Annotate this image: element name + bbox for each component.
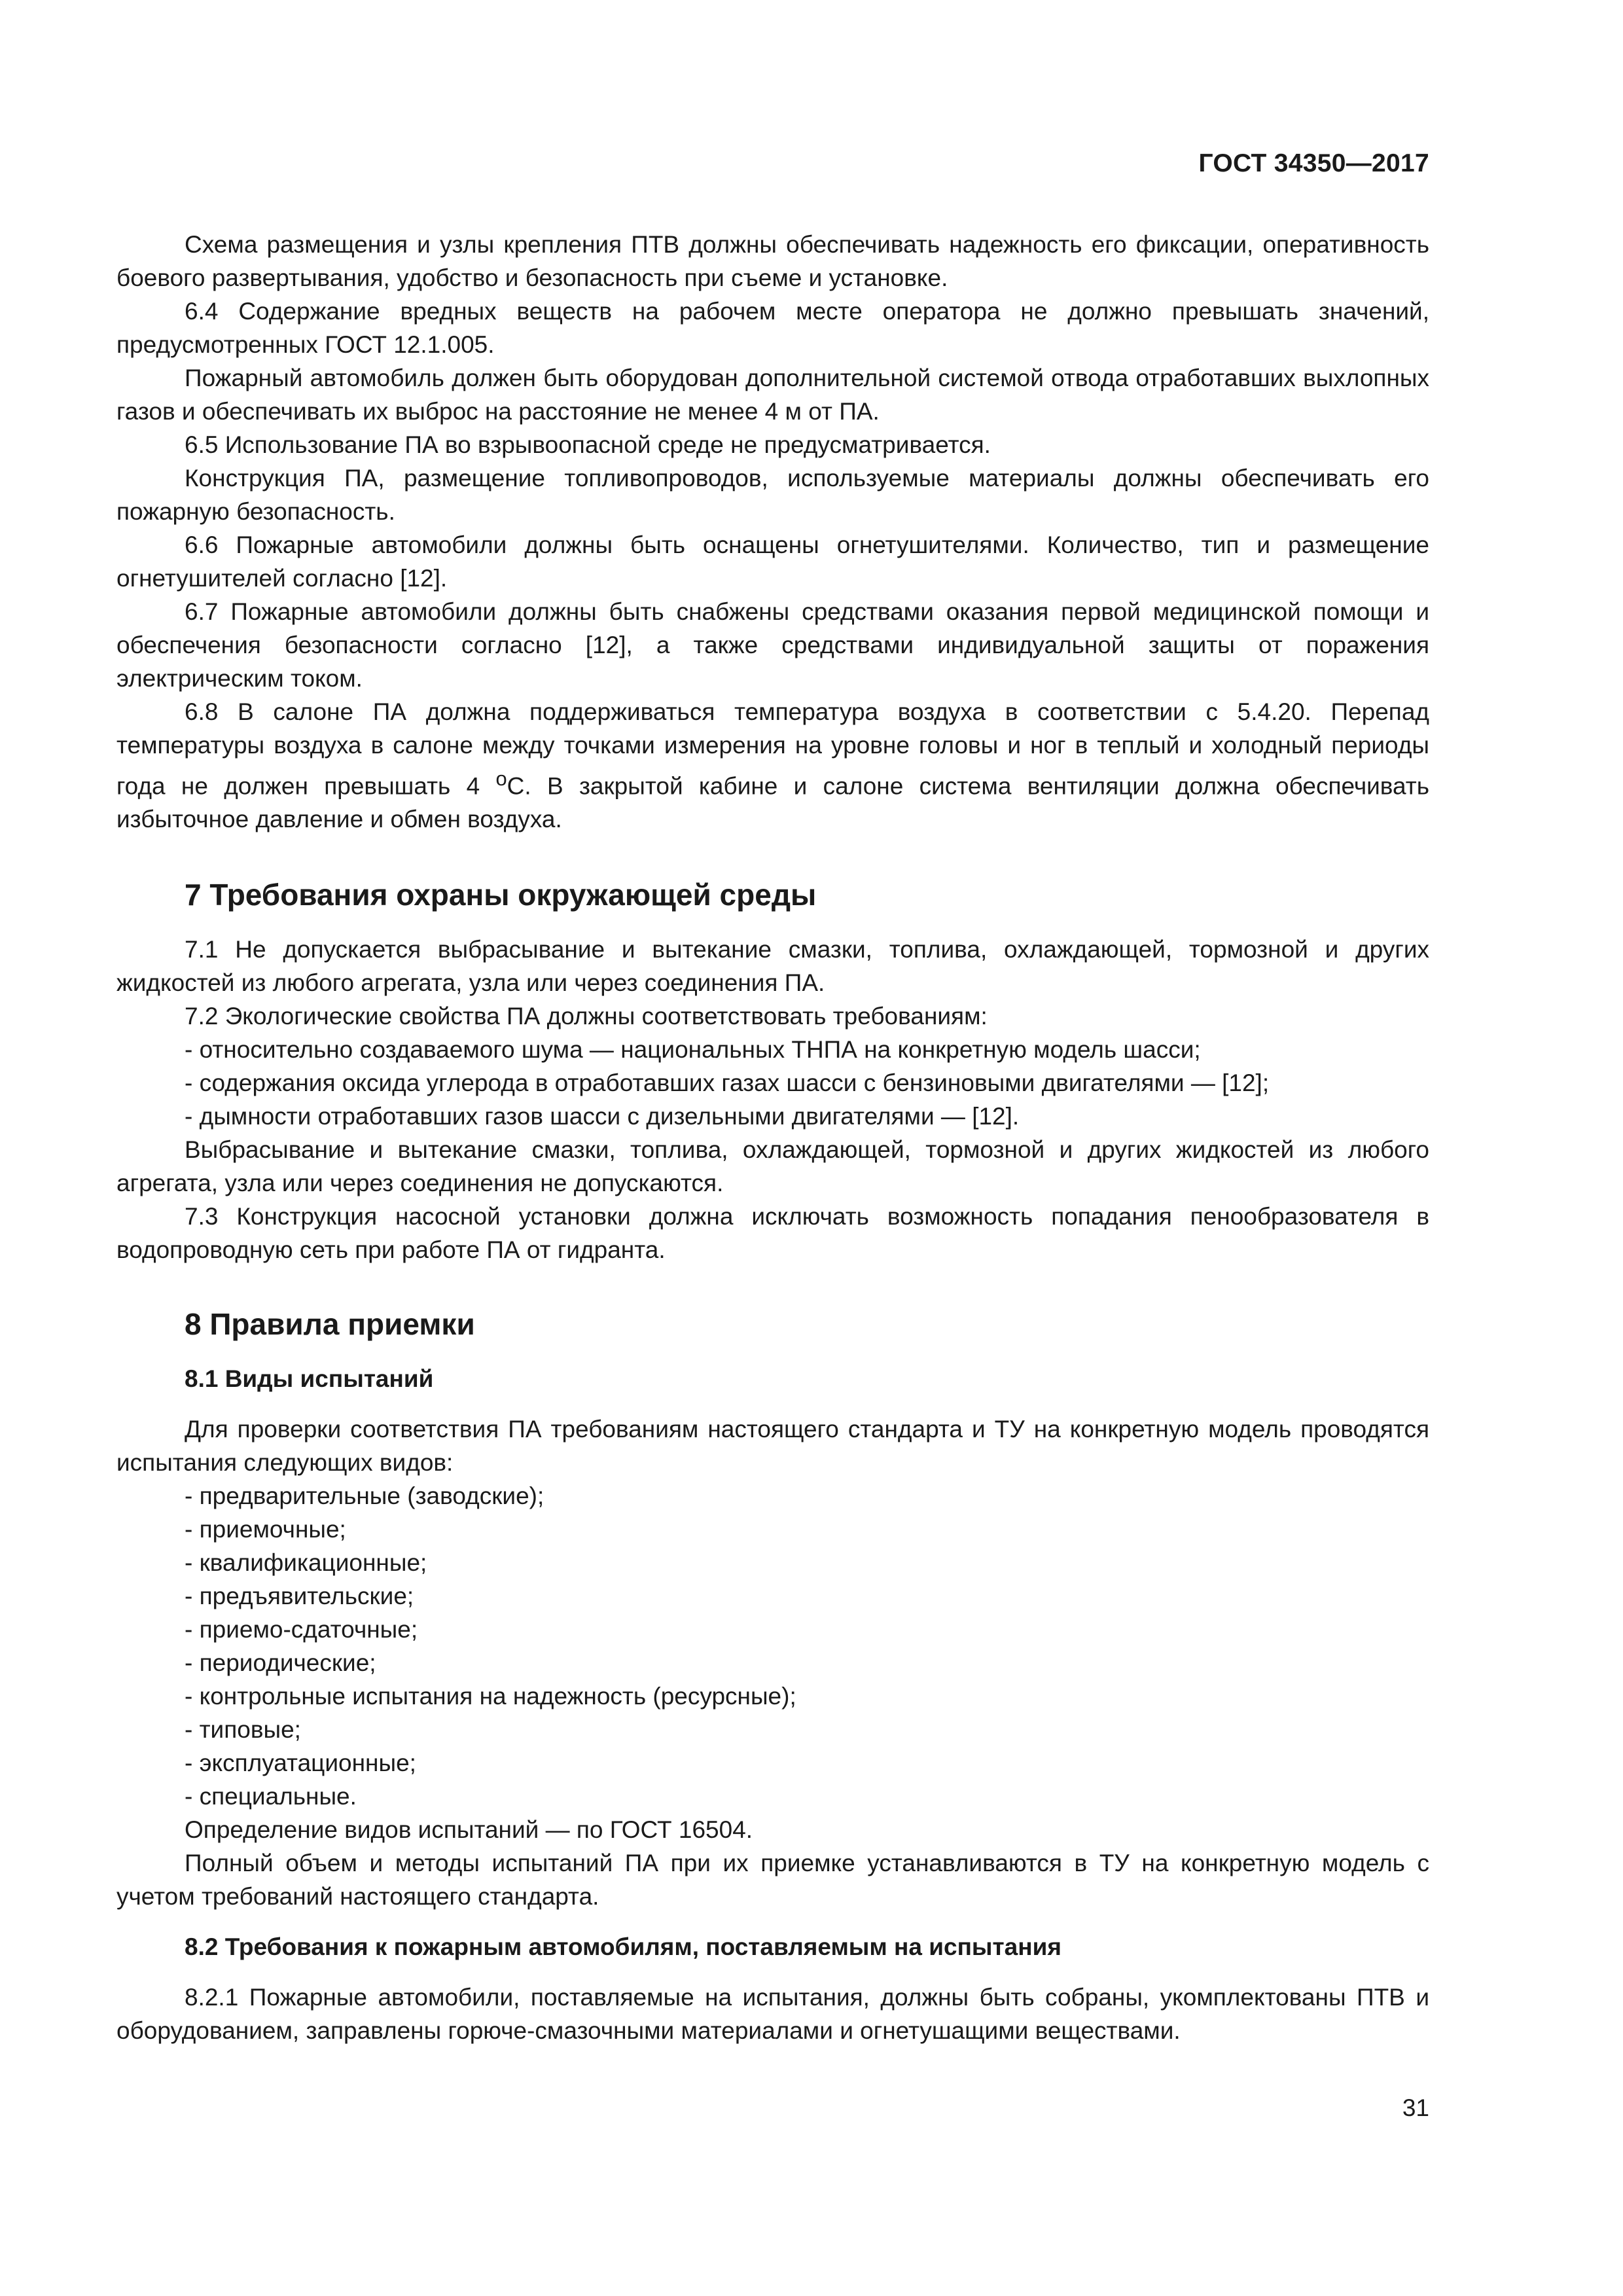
list-item: - предъявительские; [185, 1583, 414, 1610]
list-item: - приемочные; [185, 1516, 346, 1543]
paragraph: Определение видов испытаний — по ГОСТ 16504. [185, 1816, 753, 1844]
list-item: - типовые; [185, 1716, 301, 1744]
paragraph-6-8-text-before: 6.8 В салоне ПА должна поддерживаться температура воздуха в соответствии с 5.4.20. Перепад температуры воздуха в салоне между точками измерения на уровне головы и ног в теплый и холодный периоды года не должен превышать 4 [116, 698, 1429, 800]
section-7-title: 7 Требования охраны окружающей среды [185, 878, 817, 912]
document-body [116, 228, 1429, 2047]
document-page [116, 0, 1429, 2296]
paragraph-6-8-text-after: С. В закрытой кабине и салоне система вентиляции должна обеспечивать избыточное давление и обмен воздуха. [116, 772, 1429, 833]
paragraph: Выбрасывание и вытекание смазки, топлива, охлаждающей, тормозной и других жидкостей из любого агрегата, узла или через соединения не допускаются. [116, 1136, 1429, 1197]
list-item: - предварительные (заводские); [185, 1482, 544, 1510]
list-item: - содержания оксида углерода в отработавших газах шасси с бензиновыми двигателями — [12]; [185, 1069, 1270, 1097]
paragraph: 7.3 Конструкция насосной установки должна исключать возможность попадания пенообразователя в водопроводную сеть при работе ПА от гидранта. [116, 1203, 1429, 1264]
list-item: - специальные. [185, 1783, 357, 1810]
paragraph: 7.2 Экологические свойства ПА должны соответствовать требованиям: [185, 1003, 988, 1030]
paragraph: 6.4 Содержание вредных веществ на рабочем месте оператора не должно превышать значений, предусмотренных ГОСТ 12.1.005. [116, 298, 1429, 358]
paragraph: 7.1 Не допускается выбрасывание и вытекание смазки, топлива, охлаждающей, тормозной и других жидкостей из любого агрегата, узла или через соединения ПА. [116, 936, 1429, 997]
paragraph: Пожарный автомобиль должен быть оборудован дополнительной системой отвода отработавших выхлопных газов и обеспечивать их выброс на расстояние не менее 4 м от ПА. [116, 365, 1429, 425]
paragraph: 6.6 Пожарные автомобили должны быть оснащены огнетушителями. Количество, тип и размещение огнетушителей согласно [12]. [116, 531, 1429, 592]
paragraph: 6.7 Пожарные автомобили должны быть снабжены средствами оказания первой медицинской помощи и обеспечения безопасности согласно [12], а также средствами индивидуальной защиты от поражения электрическим током. [116, 598, 1429, 692]
paragraph: Полный объем и методы испытаний ПА при их приемке устанавливаются в ТУ на конкретную модель с учетом требований настоящего стандарта. [116, 1850, 1429, 1910]
paragraph: 8.2.1 Пожарные автомобили, поставляемые на испытания, должны быть собраны, укомплектованы ПТВ и оборудованием, заправлены горюче-смазочными материалами и огнетушащими веществами. [116, 1984, 1429, 2045]
list-item: - эксплуатационные; [185, 1749, 416, 1777]
paragraph: 6.5 Использование ПА во взрывоопасной среде не предусматривается. [185, 431, 991, 458]
list-item: - квалификационные; [185, 1549, 427, 1577]
degree-sign: о [495, 767, 507, 790]
list-item: - контрольные испытания на надежность (ресурсные); [185, 1683, 796, 1710]
document-code: ГОСТ 34350—2017 [1198, 149, 1429, 177]
section-8-title: 8 Правила приемки [185, 1307, 475, 1342]
paragraph: Схема размещения и узлы крепления ПТВ должны обеспечивать надежность его фиксации, оперативность боевого развертывания, удобство и безопасность при съеме и установке. [116, 231, 1429, 291]
paragraph-6-8 [116, 695, 1429, 836]
page-number: 31 [1402, 2094, 1429, 2121]
subsection-8-2-title: 8.2 Требования к пожарным автомобилям, поставляемым на испытания [185, 1933, 1061, 1961]
list-item: - приемо-сдаточные; [185, 1616, 418, 1643]
subsection-8-1-title: 8.1 Виды испытаний [185, 1365, 434, 1393]
paragraph: Конструкция ПА, размещение топливопроводов, используемые материалы должны обеспечивать его пожарную безопасность. [116, 465, 1429, 525]
paragraph: Для проверки соответствия ПА требованиям настоящего стандарта и ТУ на конкретную модель проводятся испытания следующих видов: [116, 1416, 1429, 1477]
list-item: - дымности отработавших газов шасси с дизельными двигателями — [12]. [185, 1103, 1020, 1130]
list-item: - относительно создаваемого шума — национальных ТНПА на конкретную модель шасси; [185, 1036, 1201, 1064]
list-item: - периодические; [185, 1649, 376, 1677]
